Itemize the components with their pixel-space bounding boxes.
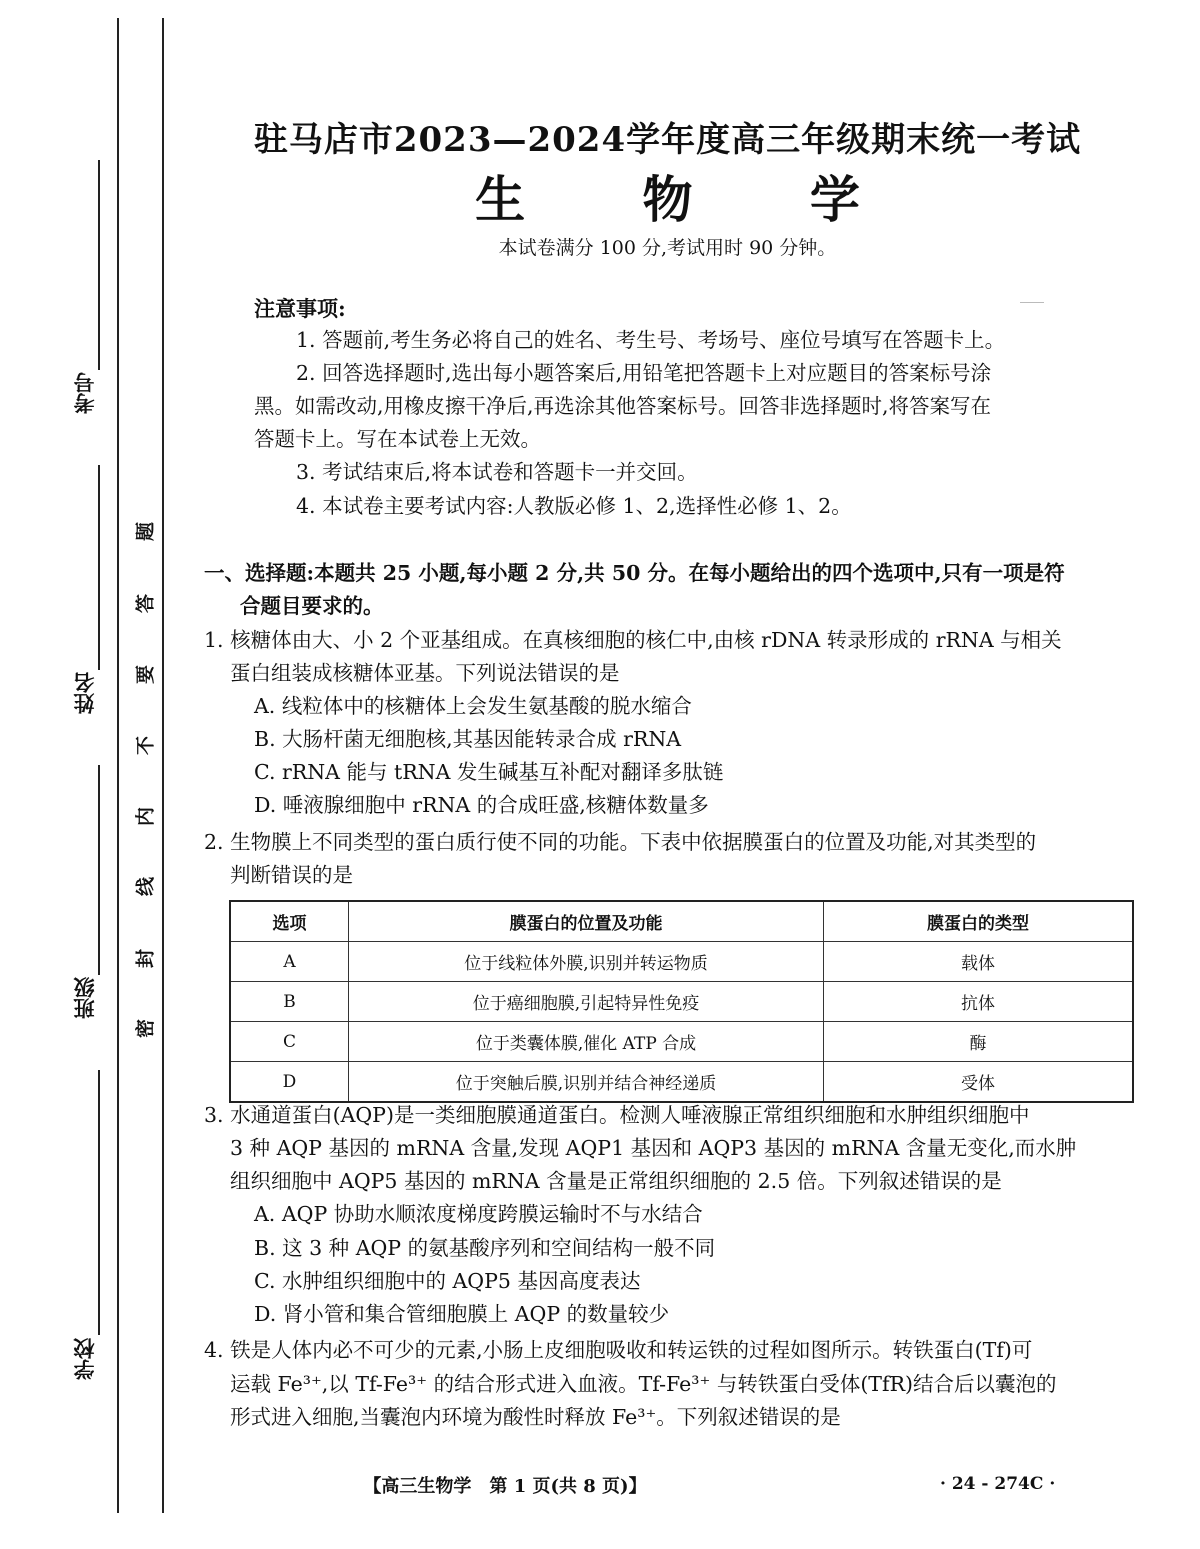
table-row [230,942,1133,982]
q3-option-b: B. 这 3 种 AQP 的氨基酸序列和空间结构一般不同 [254,1236,716,1260]
table-cell: 位于突触后膜,识别并结合神经递质 [349,1062,824,1103]
table-row [230,1062,1133,1103]
margin-rule-outer [117,18,119,1513]
page-footer: 【高三生物学 第 1 页(共 8 页)】 [363,1476,647,1497]
notice-line: 3. 考试结束后,将本试卷和答题卡一并交回。 [296,460,698,484]
table-row [230,1022,1133,1062]
table-cell: 受体 [824,1062,1134,1103]
q3-stem-cont: 组织细胞中 AQP5 基因的 mRNA 含量是正常组织细胞的 2.5 倍。下列叙述错误的是 [230,1169,1002,1193]
q1-option-b: B. 大肠杆菌无细胞核,其基因能转录合成 rRNA [254,727,682,751]
seal-char: 答 [134,594,157,614]
table-cell: D [230,1062,349,1103]
table-header-row [230,901,1133,942]
class-label: 班级 [72,977,97,1019]
seal-char: 要 [134,665,157,685]
q2-stem-cont: 判断错误的是 [230,863,353,887]
table-cell: 载体 [824,942,1134,982]
scan-mark [1020,302,1044,303]
q2-stem: 2. 生物膜上不同类型的蛋白质行使不同的功能。下表中依据膜蛋白的位置及功能,对其类型的 [204,830,1037,854]
class-field [70,765,110,1040]
name-underline [98,465,100,670]
q4-stem-cont: 形式进入细胞,当囊泡内环境为酸性时释放 Fe³⁺。下列叙述错误的是 [230,1405,841,1429]
margin-rule-inner [162,18,164,1513]
q3-option-a: A. AQP 协助水顺浓度梯度跨膜运输时不与水结合 [254,1202,703,1226]
notice-line: 黑。如需改动,用橡皮擦干净后,再选涂其他答案标号。回答非选择题时,将答案写在 [254,394,992,418]
notice-line: 答题卡上。写在本试卷上无效。 [254,427,541,451]
q1-option-d: D. 唾液腺细胞中 rRNA 的合成旺盛,核糖体数量多 [254,793,709,817]
q3-option-c: C. 水肿组织细胞中的 AQP5 基因高度表达 [254,1269,641,1293]
seal-char: 线 [134,877,157,897]
section-heading-cont: 合题目要求的。 [240,594,384,618]
seal-char: 内 [134,807,157,827]
table-cell: 酶 [824,1022,1134,1062]
section-heading: 一、选择题:本题共 25 小题,每小题 2 分,共 50 分。在每小题给出的四个选项中,只有一项是符 [204,561,1065,585]
name-field [70,465,110,730]
table-cell: 位于线粒体外膜,识别并转运物质 [349,942,824,982]
q4-stem: 4. 铁是人体内必不可少的元素,小肠上皮细胞吸收和转运铁的过程如图所示。转铁蛋白(Tf)可 [204,1338,1033,1362]
q3-stem: 3. 水通道蛋白(AQP)是一类细胞膜通道蛋白。检测人唾液腺正常组织细胞和水肿组织细胞中 [204,1103,1030,1127]
table-header: 膜蛋白的位置及功能 [349,901,824,942]
table-header: 选项 [230,901,349,942]
notice-heading: 注意事项: [254,296,346,321]
q2-table [229,900,1134,1103]
paper-code: · 24 - 274C · [940,1474,1056,1494]
notice-line: 2. 回答选择题时,选出每小题答案后,用铅笔把答题卡上对应题目的答案标号涂 [296,361,992,385]
seal-char: 题 [134,522,157,542]
table-cell: B [230,982,349,1022]
school-label: 学校 [72,1338,97,1380]
school-underline [98,1070,100,1335]
table-header: 膜蛋白的类型 [824,901,1134,942]
table-cell: 位于类囊体膜,催化 ATP 合成 [349,1022,824,1062]
q4-stem-cont: 运载 Fe³⁺,以 Tf-Fe³⁺ 的结合形式进入血液。Tf-Fe³⁺ 与转铁蛋白受体(TfR)结合后以囊泡的 [230,1372,1057,1396]
table-cell: C [230,1022,349,1062]
name-label: 姓名 [72,672,97,714]
q3-stem-cont: 3 种 AQP 基因的 mRNA 含量,发现 AQP1 基因和 AQP3 基因的 mRNA 含量无变化,而水肿 [230,1136,1077,1160]
exam-title: 驻马店市2023—2024学年度高三年级期末统一考试 [253,120,1082,160]
subject-title: 生 物 学 [475,170,910,229]
exam-number-underline [98,160,100,370]
q1-option-c: C. rRNA 能与 tRNA 发生碱基互补配对翻译多肽链 [254,760,724,784]
exam-number-label: 考号 [72,372,97,414]
table-row [230,982,1133,1022]
seal-char: 封 [134,949,157,969]
table-cell: A [230,942,349,982]
table-cell: 位于癌细胞膜,引起特异性免疫 [349,982,824,1022]
q3-option-d: D. 肾小管和集合管细胞膜上 AQP 的数量较少 [254,1302,670,1326]
q1-option-a: A. 线粒体中的核糖体上会发生氨基酸的脱水缩合 [254,694,692,718]
seal-char: 密 [134,1019,157,1039]
table-cell: 抗体 [824,982,1134,1022]
seal-char: 不 [134,736,157,756]
exam-info: 本试卷满分 100 分,考试用时 90 分钟。 [498,237,837,259]
class-underline [98,765,100,975]
notice-line: 4. 本试卷主要考试内容:人教版必修 1、2,选择性必修 1、2。 [296,494,852,518]
q1-stem: 1. 核糖体由大、小 2 个亚基组成。在真核细胞的核仁中,由核 rDNA 转录形成的 rRNA 与相关 [204,628,1062,652]
notice-line: 1. 答题前,考生务必将自己的姓名、考生号、考场号、座位号填写在答题卡上。 [296,328,1006,352]
q1-stem-cont: 蛋白组装成核糖体亚基。下列说法错误的是 [230,661,620,685]
exam-number-field [70,160,110,430]
school-field [70,1070,110,1395]
